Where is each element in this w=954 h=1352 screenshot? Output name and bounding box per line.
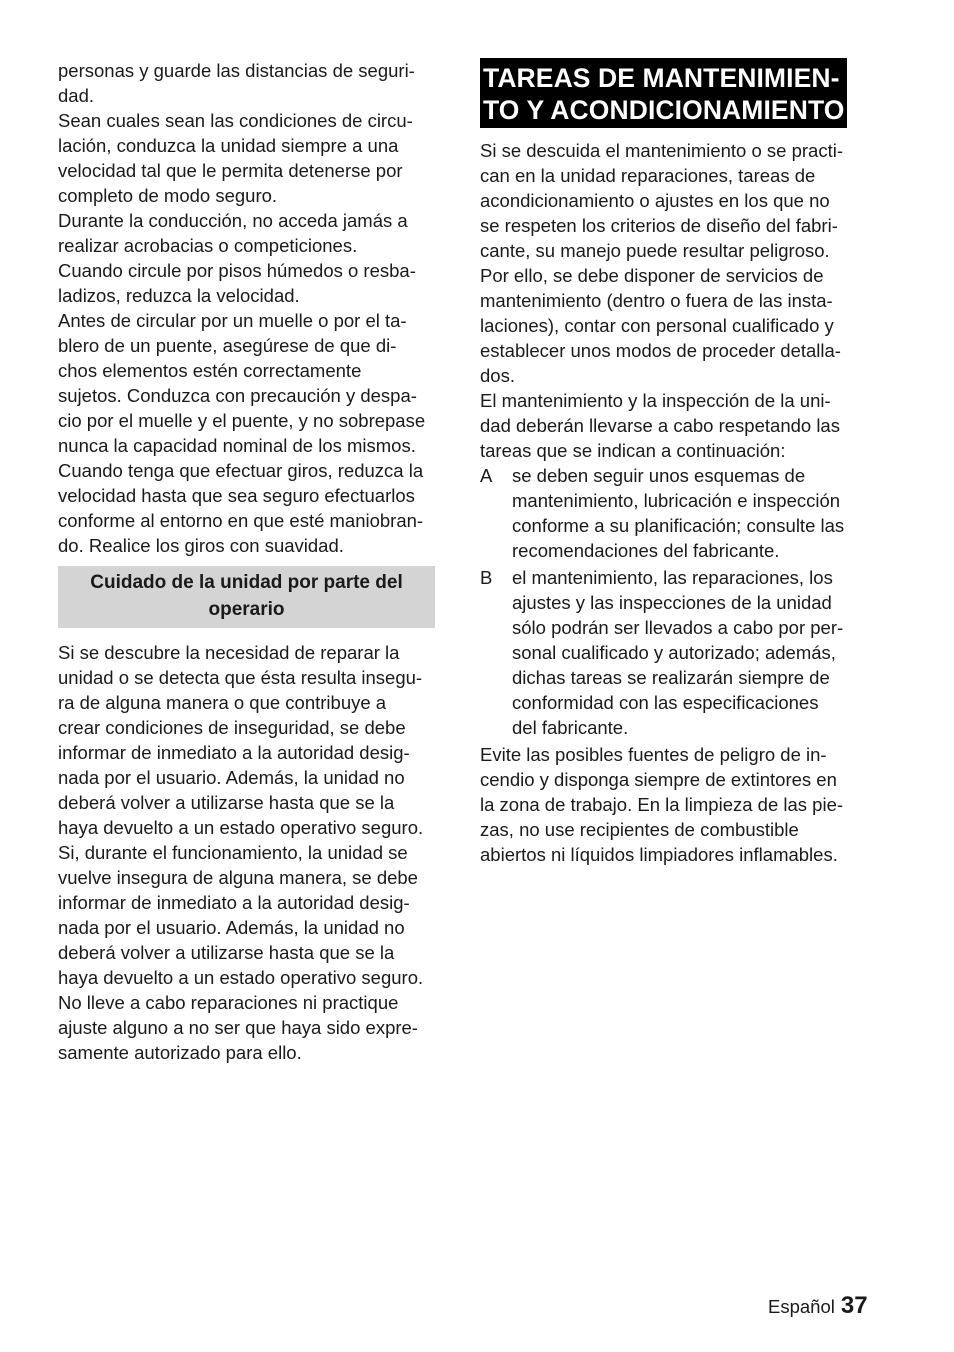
text-line: ra de alguna manera o que contribuye a (58, 692, 387, 713)
text-line: deberá volver a utilizarse hasta que se la (58, 942, 395, 963)
text-line: acondicionamiento o ajustes en los que no (480, 190, 830, 211)
text-line: ajustes y las inspecciones de la unidad (512, 592, 832, 613)
text-line: establecer unos modos de proceder detalla- (480, 340, 841, 361)
title-line: TO Y ACONDICIONAMIENTO (483, 95, 845, 125)
text-line: conformidad con las especificaciones (512, 692, 819, 713)
text-line: nada por el usuario. Además, la unidad no (58, 917, 405, 938)
text-line: ladizos, reduzca la velocidad. (58, 285, 300, 306)
text-line: dad deberán llevarse a cabo respetando las (480, 415, 840, 436)
text-line: haya devuelto a un estado operativo seguro. (58, 817, 424, 838)
list-item-text (512, 463, 844, 563)
text-line: dad. (58, 85, 95, 106)
subheading-line: operario (208, 599, 285, 620)
text-line: abiertos ni líquidos limpiadores inflamables. (480, 844, 838, 865)
text-line: blero de un puente, asegúrese de que di- (58, 335, 397, 356)
text-line: deberá volver a utilizarse hasta que se la (58, 792, 395, 813)
list-marker: B (480, 567, 493, 588)
text-line: mantenimiento (dentro o fuera de las insta- (480, 290, 833, 311)
text-line: sujetos. Conduzca con precaución y despa- (58, 385, 417, 406)
text-line: Antes de circular por un muelle o por el ta- (58, 310, 407, 331)
text-line: se respeten los criterios de diseño del fabri- (480, 215, 838, 236)
text-line: Evite las posibles fuentes de peligro de in- (480, 744, 827, 765)
right-column (480, 58, 880, 867)
text-line: chos elementos estén correctamente (58, 360, 362, 381)
footer-language: Español (768, 1296, 835, 1317)
text-line: dos. (480, 365, 515, 386)
text-line: ajuste alguno a no ser que haya sido expre- (58, 1017, 418, 1038)
text-line: cio por el muelle y el puente, y no sobrepase (58, 410, 426, 431)
section-title (480, 58, 847, 128)
text-line: del fabricante. (512, 717, 629, 738)
text-line: dichas tareas se realizarán siempre de (512, 667, 830, 688)
left-column (58, 58, 456, 1065)
text-line: conforme al entorno en que esté maniobran- (58, 510, 424, 531)
text-line: vuelve insegura de alguna manera, se debe (58, 867, 418, 888)
text-line: realizar acrobacias o competiciones. (58, 235, 358, 256)
title-line: TAREAS DE MANTENIMIEN- (483, 63, 840, 93)
list-marker: A (480, 465, 493, 486)
intro-paragraphs (58, 58, 456, 558)
text-line: informar de inmediato a la autoridad desig- (58, 742, 410, 763)
text-line: Si se descubre la necesidad de reparar la (58, 642, 400, 663)
text-line: laciones), contar con personal cualificado y (480, 315, 834, 336)
text-line: completo de modo seguro. (58, 185, 278, 206)
text-line: personas y guarde las distancias de seguri- (58, 60, 415, 81)
text-line: velocidad hasta que sea seguro efectuarlos (58, 485, 415, 506)
subheading-line: Cuidado de la unidad por parte del (90, 572, 403, 593)
text-line: Durante la conducción, no acceda jamás a (58, 210, 408, 231)
text-line: samente autorizado para ello. (58, 1042, 302, 1063)
text-line: lación, conduzca la unidad siempre a una (58, 135, 399, 156)
text-line: cendio y disponga siempre de extintores en (480, 769, 837, 790)
text-line: Cuando tenga que efectuar giros, reduzca la (58, 460, 424, 481)
text-line: No lleve a cabo reparaciones ni practique (58, 992, 399, 1013)
text-line: unidad o se detecta que ésta resulta insegu- (58, 667, 423, 688)
text-line: cante, su manejo puede resultar peligroso. (480, 240, 830, 261)
text-line: Por ello, se debe disponer de servicios de (480, 265, 824, 286)
text-line: recomendaciones del fabricante. (512, 540, 780, 561)
text-line: can en la unidad reparaciones, tareas de (480, 165, 816, 186)
text-line: tareas que se indican a continuación: (480, 440, 786, 461)
maintenance-intro-paragraph (480, 138, 880, 463)
page-number: 37 (840, 1292, 868, 1319)
text-line: sólo podrán ser llevados a cabo por per- (512, 617, 844, 638)
list-item-text (512, 565, 843, 740)
text-line: Sean cuales sean las condiciones de circu- (58, 110, 413, 131)
text-line: haya devuelto a un estado operativo seguro. (58, 967, 424, 988)
text-line: se deben seguir unos esquemas de (512, 465, 806, 486)
list-item-a (480, 463, 880, 563)
text-line: conforme a su planificación; consulte las (512, 515, 845, 536)
text-line: nada por el usuario. Además, la unidad no (58, 767, 405, 788)
list-item-b (480, 565, 880, 740)
text-line: sonal cualificado y autorizado; además, (512, 642, 836, 663)
section-subheading (58, 566, 435, 628)
text-line: informar de inmediato a la autoridad desig- (58, 892, 410, 913)
text-line: velocidad tal que le permita detenerse por (58, 160, 403, 181)
page-footer (768, 1292, 868, 1321)
text-line: mantenimiento, lubricación e inspección (512, 490, 841, 511)
text-line: Si se descuida el mantenimiento o se practi- (480, 140, 843, 161)
text-line: Si, durante el funcionamiento, la unidad se (58, 842, 408, 863)
text-line: El mantenimiento y la inspección de la uni- (480, 390, 831, 411)
fire-safety-paragraph (480, 742, 880, 867)
text-line: zas, no use recipientes de combustible (480, 819, 799, 840)
text-line: el mantenimiento, las reparaciones, los (512, 567, 833, 588)
text-line: do. Realice los giros con suavidad. (58, 535, 344, 556)
text-line: nunca la capacidad nominal de los mismos. (58, 435, 416, 456)
text-line: la zona de trabajo. En la limpieza de las pie- (480, 794, 844, 815)
text-line: Cuando circule por pisos húmedos o resba- (58, 260, 416, 281)
operator-care-paragraph (58, 640, 456, 1065)
text-line: crear condiciones de inseguridad, se debe (58, 717, 406, 738)
